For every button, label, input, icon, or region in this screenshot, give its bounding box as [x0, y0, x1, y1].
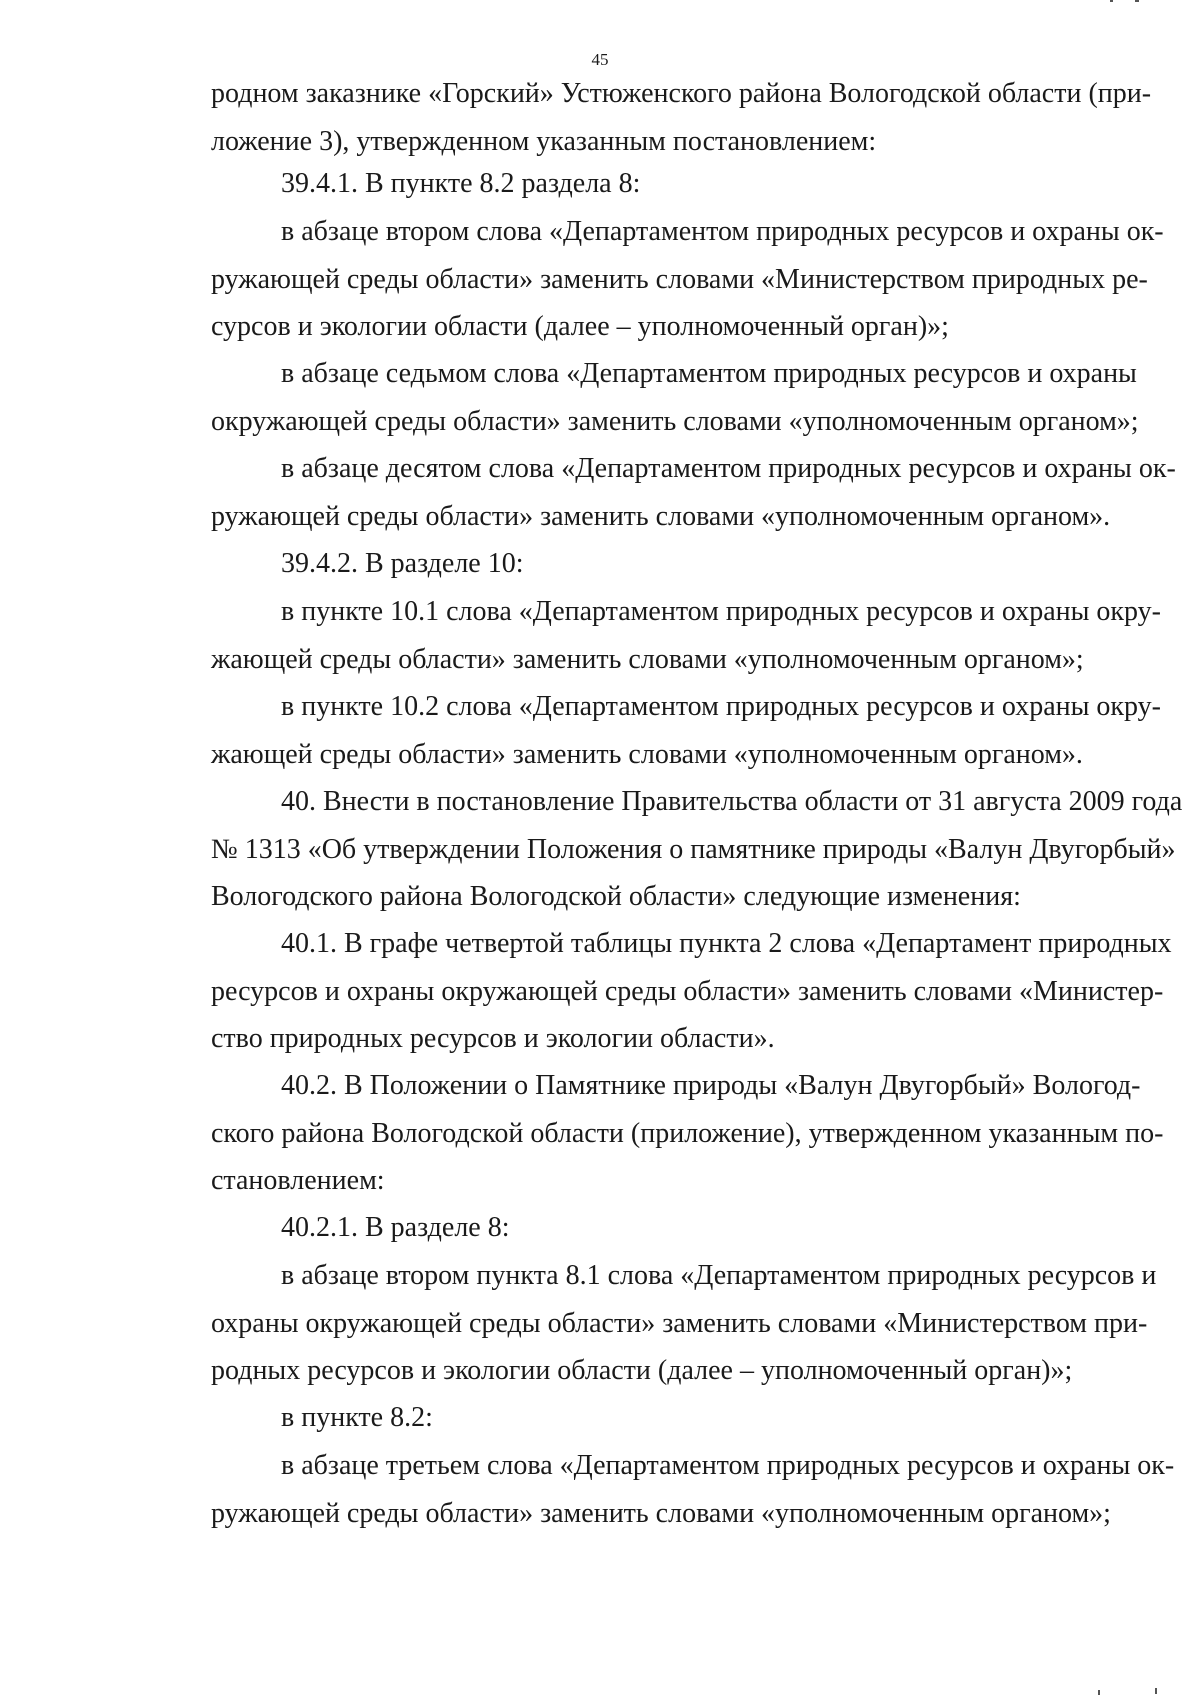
paragraph	[141, 1062, 1164, 1205]
text-line: № 1313 «Об утверждении Положения о памятнике природы «Валун Двугорбый»	[211, 833, 1176, 865]
paragraph	[141, 1252, 1157, 1395]
text-line: ружающей среды области» заменить словами «уполномоченным органом».	[211, 500, 1111, 532]
paragraph	[141, 588, 1161, 683]
text-line: ложение 3), утвержденном указанным постановлением:	[211, 125, 877, 157]
paragraph	[141, 1394, 1130, 1442]
paragraph	[141, 208, 1164, 351]
text-line: родном заказнике «Горский» Устюженского района Вологодской области (при-	[211, 78, 1152, 109]
scan-mark-bottom-right-2	[1155, 1688, 1157, 1694]
paragraph	[141, 540, 1130, 588]
text-line: в пункте 10.1 слова «Департаментом природных ресурсов и охраны окру-	[281, 596, 1161, 627]
text-line: Вологодского района Вологодской области» следующие изменения:	[211, 881, 1021, 912]
text-line: охраны окружающей среды области» заменить словами «Министерством при-	[211, 1307, 1148, 1339]
text-line: 40.1. В графе четвертой таблицы пункта 2 слова «Департамент природных	[281, 928, 1172, 959]
text-line: в пункте 8.2:	[281, 1402, 433, 1433]
paragraph	[141, 920, 1172, 1063]
scan-mark-top-right	[1110, 0, 1113, 2]
paragraph	[141, 1442, 1175, 1537]
text-line: в абзаце десятом слова «Департаментом природных ресурсов и охраны ок-	[281, 453, 1176, 484]
text-line: 40.2. В Положении о Памятнике природы «Валун Двугорбый» Вологод-	[281, 1070, 1141, 1101]
paragraph	[141, 778, 1183, 921]
paragraph	[141, 70, 1152, 165]
text-line: ство природных ресурсов и экологии области».	[211, 1023, 775, 1054]
paragraph	[141, 350, 1139, 445]
page-number: 45	[591, 50, 609, 69]
text-line: ружающей среды области» заменить словами «уполномоченным органом»;	[211, 1497, 1111, 1529]
text-line: окружающей среды области» заменить словами «уполномоченным органом»;	[211, 405, 1139, 437]
text-line: 39.4.1. В пункте 8.2 раздела 8:	[281, 168, 641, 199]
text-line: ского района Вологодской области (приложение), утвержденном указанным по-	[211, 1117, 1164, 1149]
text-line: 40.2.1. В разделе 8:	[281, 1212, 510, 1243]
text-line: сурсов и экологии области (далее – уполномоченный орган)»;	[211, 311, 949, 342]
text-line: родных ресурсов и экологии области (далее – уполномоченный орган)»;	[211, 1355, 1073, 1386]
text-line: ружающей среды области» заменить словами «Министерством природных ре-	[211, 263, 1148, 295]
text-line: становлением:	[211, 1165, 385, 1196]
text-line: в пункте 10.2 слова «Департаментом природных ресурсов и охраны окру-	[281, 691, 1161, 722]
scan-mark-top-right-2	[1135, 0, 1139, 2]
paragraph	[141, 1204, 1130, 1252]
scan-mark-bottom-right	[1098, 1690, 1100, 1695]
text-line: 40. Внести в постановление Правительства области от 31 августа 2009 года	[281, 786, 1183, 817]
paragraph	[141, 445, 1176, 540]
text-line: в абзаце седьмом слова «Департаментом природных ресурсов и охраны	[281, 358, 1137, 389]
text-line: 39.4.2. В разделе 10:	[281, 548, 524, 579]
paragraph	[141, 160, 1130, 208]
text-line: в абзаце втором пункта 8.1 слова «Департаментом природных ресурсов и	[281, 1260, 1157, 1291]
text-line: жающей среды области» заменить словами «уполномоченным органом».	[211, 738, 1083, 770]
text-line: в абзаце втором слова «Департаментом природных ресурсов и охраны ок-	[281, 216, 1164, 247]
text-line: жающей среды области» заменить словами «уполномоченным органом»;	[211, 643, 1084, 675]
text-line: ресурсов и охраны окружающей среды области» заменить словами «Министер-	[211, 975, 1164, 1007]
paragraph	[141, 683, 1161, 778]
text-line: в абзаце третьем слова «Департаментом природных ресурсов и охраны ок-	[281, 1450, 1175, 1481]
